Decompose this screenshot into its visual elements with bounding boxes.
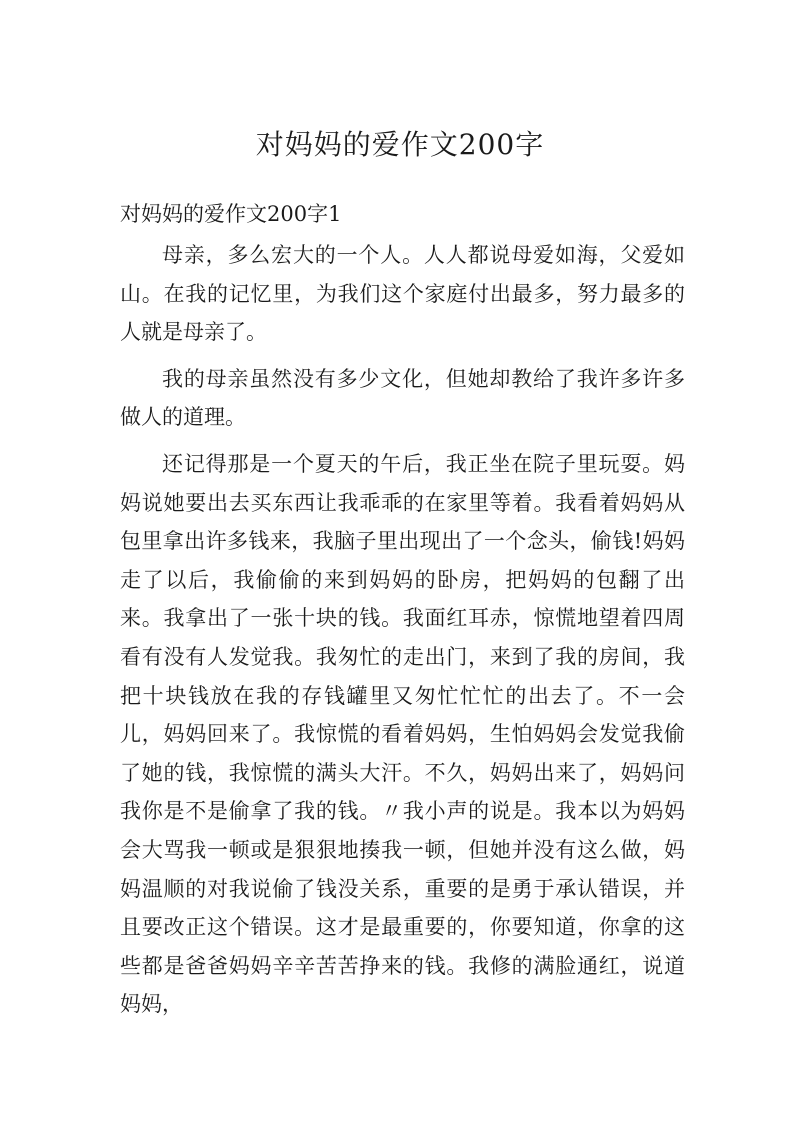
document-title: 对妈妈的爱作文200字 (255, 128, 545, 161)
section-heading: 对妈妈的爱作文200字1 (120, 202, 342, 226)
paragraph: 我的母亲虽然没有多少文化，但她却教给了我许多许多做人的道理。 (120, 366, 685, 430)
paragraph: 还记得那是一个夏天的午后，我正坐在院子里玩耍。妈妈说她要出去买东西让我乖乖的在家里等着。我看着妈妈从包里拿出许多钱来，我脑子里出现出了一个念头，偷钱!妈妈走了以后，我偷偷的来到妈妈的卧房，把妈妈的包翻了出来。我拿出了一张十块的钱。我面红耳赤，惊慌地望着四周看有没有人发觉我。我匆忙的走出门，来到了我的房间，我把十块钱放在我的存钱罐里又匆忙忙忙的出去了。不一会儿，妈妈回来了。我惊慌的看着妈妈，生怕妈妈会发觉我偷了她的钱，我惊慌的满头大汗。不久，妈妈出来了，妈妈问我你是不是偷拿了我的钱。〃我小声的说是。我本以为妈妈会大骂我一顿或是狠狠地揍我一顿，但她并没有这么做，妈妈温顺的对我说偷了钱没关系，重要的是勇于承认错误，并且要改正这个错误。这才是最重要的，你要知道，你拿的这些都是爸爸妈妈辛辛苦苦挣来的钱。我修的满脸通红，说道妈妈， (120, 451, 685, 1017)
document-body (120, 236, 685, 1032)
paragraph: 母亲，多么宏大的一个人。人人都说母爱如海，父爱如山。在我的记忆里，为我们这个家庭付出最多，努力最多的人就是母亲了。 (120, 243, 685, 345)
